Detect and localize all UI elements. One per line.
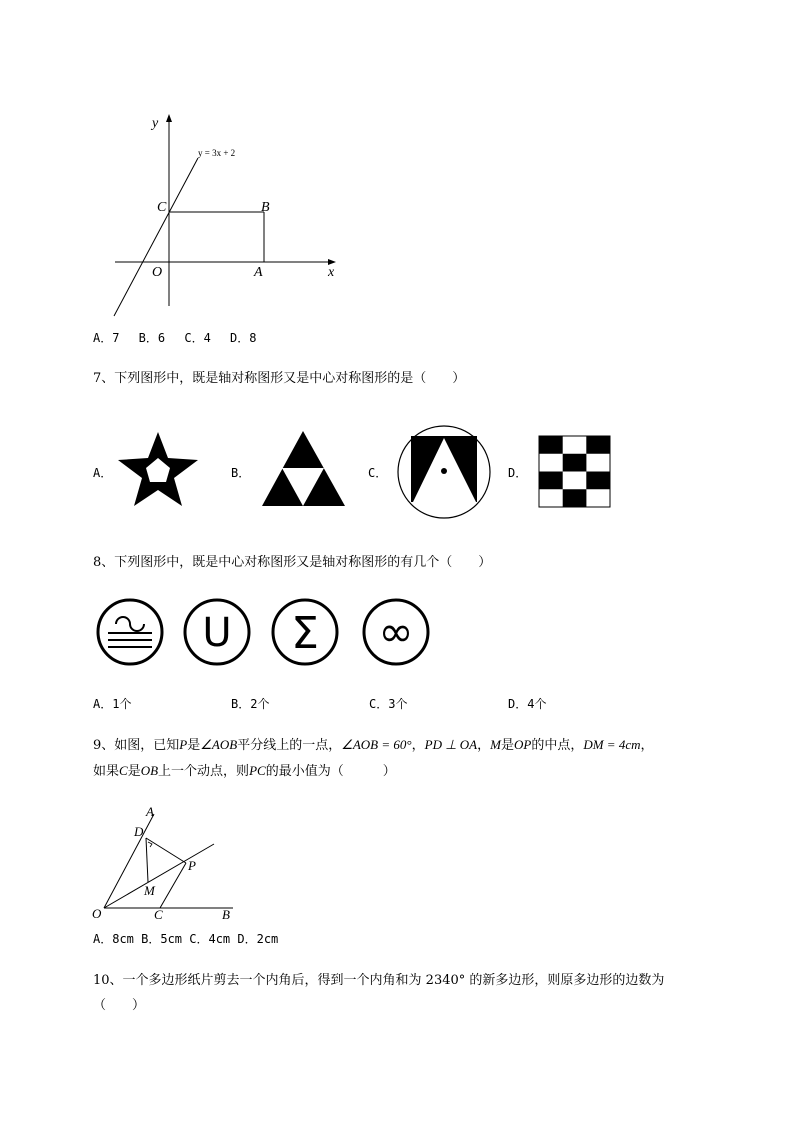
symbol-wave-lines [96, 598, 164, 666]
checkerboard-figure [539, 436, 611, 508]
q6-options: A．7 B．6 C．4 D．8 [93, 331, 257, 345]
q9-condition-dm: DM = 4cm [583, 737, 641, 752]
q9-var-c: C [119, 763, 128, 778]
q9-stem-line2 [93, 762, 396, 781]
q7-label-b: B． [231, 466, 251, 480]
point-a-label: A [254, 265, 263, 280]
checker-cell [539, 472, 563, 490]
y-axis-arrow [166, 114, 172, 122]
center-dot [441, 468, 447, 474]
q8-option-d: D．4个 [508, 697, 547, 711]
symbol-sigma-glyph: Σ [291, 608, 319, 659]
q9-options: A．8cm B．5cm C．4cm D．2cm [93, 932, 279, 946]
axis-x-label: x [328, 265, 335, 280]
symbol-u [183, 598, 251, 666]
q6-coordinate-graph [100, 110, 360, 330]
triangle-figure [262, 430, 348, 508]
checker-cell [563, 454, 587, 472]
axis-y-label: y [152, 116, 159, 131]
q8-option-c: C．3个 [369, 697, 408, 711]
line-equation-label: y = 3x + 2 [198, 148, 236, 158]
q9-condition-angle: ∠AOB = 60° [341, 737, 412, 752]
q9-condition-perpendicular: PD ⊥ OA [424, 737, 478, 752]
symbol-u-glyph: U [202, 610, 232, 656]
label-d: D [134, 824, 144, 839]
checker-cell [563, 489, 587, 507]
label-a: A [146, 804, 154, 819]
q9-stem-line1 [93, 736, 654, 755]
symbol-sigma [271, 598, 339, 666]
q9-text: ， [477, 738, 491, 753]
q9-angle-aob: ∠AOB [200, 737, 238, 752]
q9-text: 上一个动点，则 [158, 764, 250, 779]
label-b: B [222, 907, 230, 922]
q9-geometry-figure [90, 800, 250, 930]
q9-text: ， [411, 738, 425, 753]
q9-text: 的中点， [531, 738, 584, 753]
symbol-infinity-glyph: ∞ [378, 607, 414, 656]
checker-cell [586, 472, 610, 490]
circle-triangle-figure [396, 424, 492, 520]
q8-stem: 8、下列图形中，既是中心对称图形又是轴对称图形的有几个（ ） [93, 555, 492, 570]
q9-text: 是 [127, 764, 141, 779]
q7-label-d: D． [508, 466, 528, 480]
q9-text: 是 [500, 738, 514, 753]
q8-option-a: A．1个 [93, 697, 132, 711]
q7-label-c: C． [368, 466, 388, 480]
right-angle-mark [148, 842, 152, 847]
segment-pc [160, 863, 186, 908]
q9-text: 如果 [93, 764, 120, 779]
q9-var-pc: PC [249, 763, 266, 778]
q9-text: 9、如图，已知 [93, 738, 180, 753]
q9-var-m: M [490, 737, 501, 752]
q7-label-a: A． [93, 466, 113, 480]
label-o: O [92, 906, 102, 921]
segment-dm [146, 838, 148, 882]
q10-stem-line1: 10、一个多边形纸片剪去一个内角后，得到一个内角和为 2340° 的新多边形，则原多边形的边数为 [93, 973, 665, 988]
line-y-3x-2 [114, 158, 198, 316]
q9-var-op: OP [513, 737, 532, 752]
q9-text: 平分线上的一点， [237, 738, 342, 753]
checker-cell [586, 436, 610, 454]
q8-option-b: B．2个 [231, 697, 270, 711]
point-c-label: C [157, 200, 167, 215]
checker-cell [539, 436, 563, 454]
label-p: P [188, 858, 196, 873]
q9-var-ob: OB [140, 763, 159, 778]
segment-dp [146, 838, 186, 863]
point-b-label: B [261, 200, 270, 215]
q10-stem-line2: （ ） [93, 998, 146, 1013]
q9-var-p: P [179, 737, 188, 752]
label-m: M [144, 883, 155, 898]
q7-stem: 7、下列图形中，既是轴对称图形又是中心对称图形的是（ ） [93, 371, 466, 386]
q9-text: 是 [187, 738, 201, 753]
q9-text: 的最小值为（ ） [265, 764, 396, 779]
label-c: C [154, 907, 163, 922]
point-o-label: O [152, 265, 163, 280]
q9-text: ， [640, 738, 654, 753]
symbol-infinity [362, 598, 430, 666]
star-figure [118, 430, 202, 510]
